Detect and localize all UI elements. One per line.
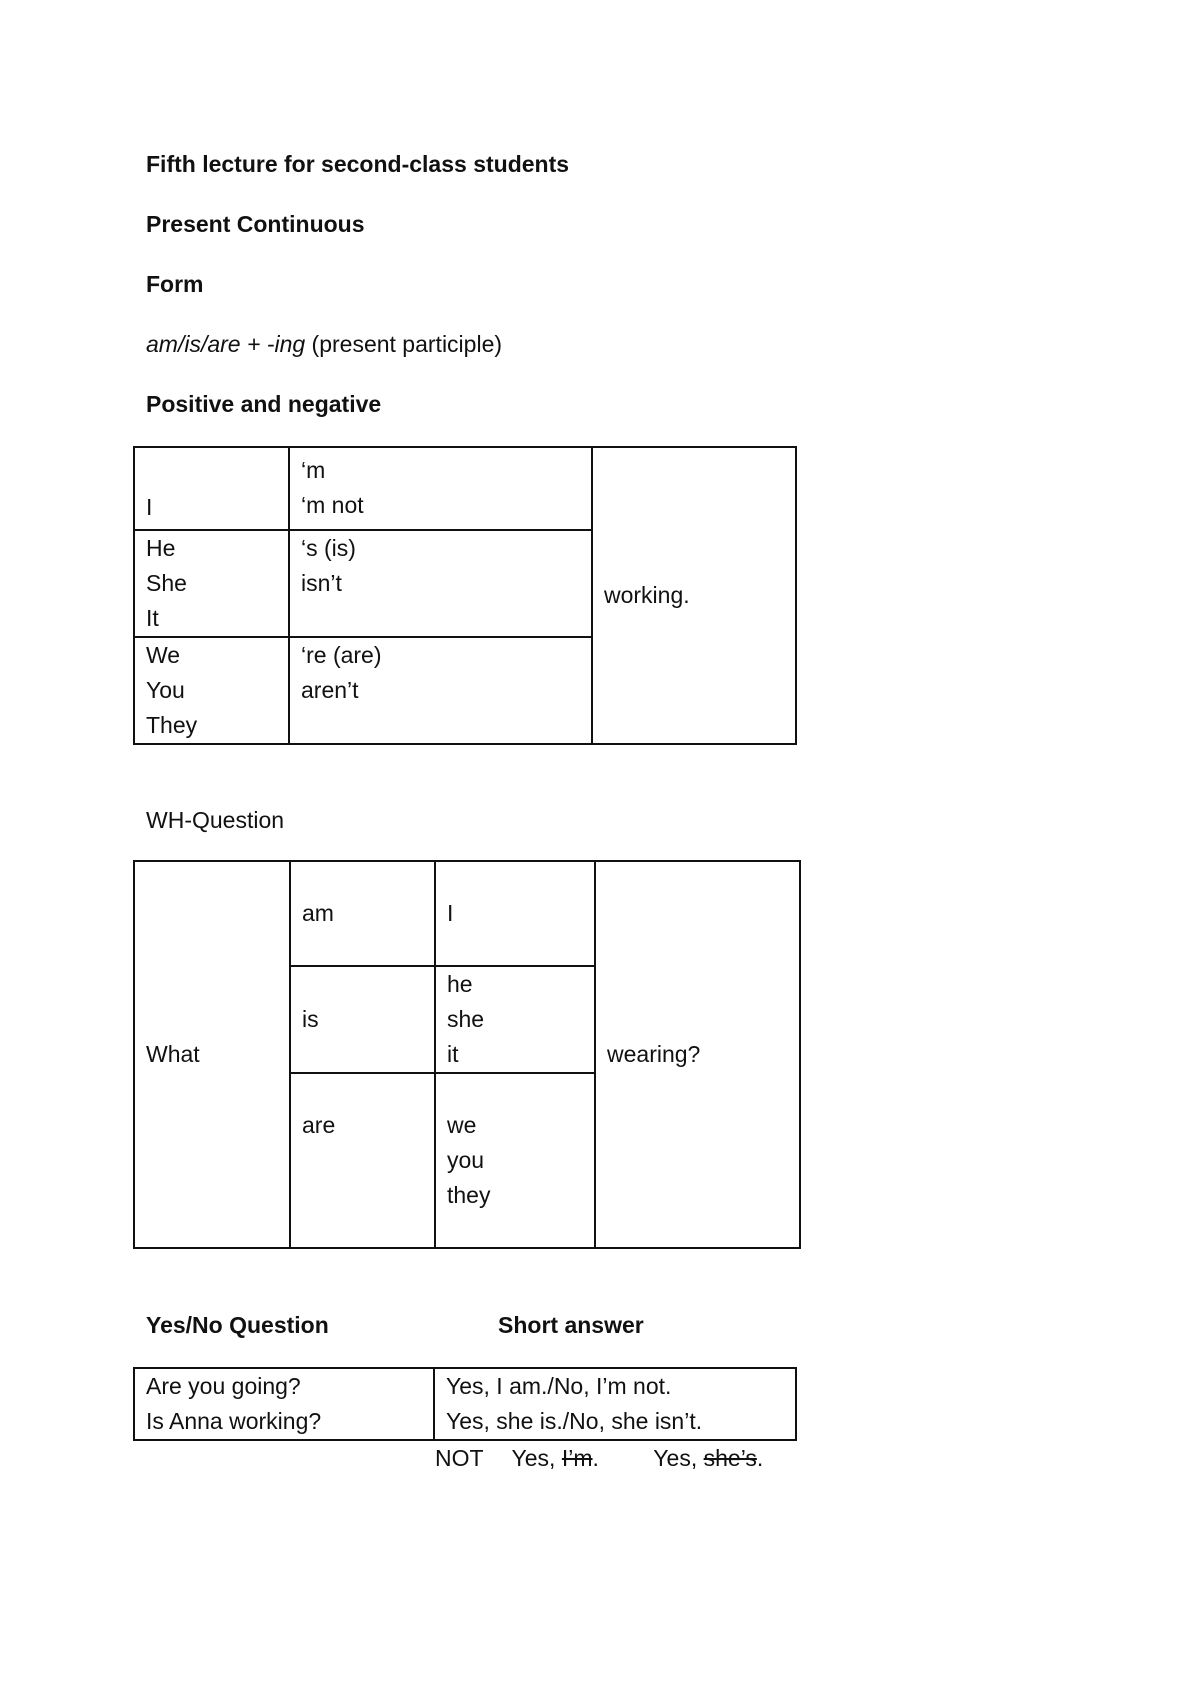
- positive-negative-table: [133, 446, 797, 745]
- form-formula: [146, 330, 502, 358]
- subject-text: We: [146, 642, 181, 668]
- verb-text: ‘re (are): [301, 642, 382, 668]
- verb-cell: [289, 637, 592, 744]
- table-row: [134, 447, 796, 530]
- ending-text: wearing?: [607, 1041, 701, 1067]
- ending-text: working.: [604, 582, 690, 608]
- subject-text: You: [146, 677, 185, 703]
- not-note: [435, 1444, 763, 1472]
- subject-cell: [134, 447, 289, 530]
- subject-text: we: [447, 1112, 477, 1138]
- section-heading-positive-negative: Positive and negative: [146, 391, 382, 417]
- subject-text: he: [447, 971, 473, 997]
- aux-cell: [290, 861, 435, 966]
- subject-text: they: [447, 1182, 491, 1208]
- subject-cell: [134, 530, 289, 637]
- wh-word-cell: [134, 861, 290, 1248]
- question-text: Is Anna working?: [146, 1408, 322, 1434]
- incorrect-example-suffix: .: [756, 1445, 764, 1471]
- verb-text: ‘s (is): [301, 535, 356, 561]
- verb-text: aren’t: [301, 677, 359, 703]
- aux-cell: [290, 1073, 435, 1248]
- subject-cell: [435, 861, 595, 966]
- question-cell: [134, 1368, 434, 1440]
- subject-text: you: [447, 1147, 485, 1173]
- subject-text: It: [146, 605, 159, 631]
- aux-text: are: [302, 1112, 336, 1138]
- subject-text: He: [146, 535, 176, 561]
- verb-text: isn’t: [301, 570, 342, 596]
- table-row: [134, 1368, 796, 1440]
- struck-text: she’s: [703, 1445, 757, 1471]
- ending-cell: [595, 861, 800, 1248]
- not-label: NOT: [435, 1445, 484, 1471]
- subject-text: she: [447, 1006, 485, 1032]
- subject-text: They: [146, 712, 198, 738]
- wh-question-table: [133, 860, 801, 1249]
- incorrect-example-suffix: .: [592, 1445, 599, 1471]
- answer-text: Yes, I am./No, I’m not.: [446, 1373, 672, 1399]
- verb-cell: [289, 447, 592, 530]
- subject-cell: [134, 637, 289, 744]
- section-heading-short-answer: Short answer: [498, 1312, 644, 1338]
- section-heading-present-continuous: Present Continuous: [146, 211, 365, 237]
- section-heading-wh-question: WH-Question: [146, 807, 285, 833]
- subject-cell: [435, 1073, 595, 1248]
- subject-text: She: [146, 570, 187, 596]
- verb-text: ‘m: [301, 457, 326, 483]
- answer-cell: [434, 1368, 796, 1440]
- subject-cell: [435, 966, 595, 1073]
- subject-text: I: [447, 900, 454, 926]
- formula-note: (present participle): [311, 331, 503, 357]
- wh-word-text: What: [146, 1041, 200, 1067]
- subject-text: it: [447, 1041, 459, 1067]
- struck-text: I’m: [561, 1445, 593, 1471]
- subject-text: I: [146, 494, 153, 520]
- verb-text: ‘m not: [301, 492, 364, 518]
- page-title: Fifth lecture for second-class students: [146, 151, 570, 177]
- section-heading-form: Form: [146, 271, 204, 297]
- incorrect-example-prefix: Yes,: [511, 1445, 556, 1471]
- aux-cell: [290, 966, 435, 1073]
- ending-cell: [592, 447, 796, 744]
- aux-text: is: [302, 1006, 319, 1032]
- section-heading-yes-no-question: Yes/No Question: [146, 1312, 329, 1338]
- incorrect-example-prefix: Yes,: [653, 1445, 698, 1471]
- formula-main: am/is/are + -ing: [146, 331, 306, 357]
- answer-text: Yes, she is./No, she isn’t.: [446, 1408, 703, 1434]
- verb-cell: [289, 530, 592, 637]
- aux-text: am: [302, 900, 334, 926]
- table-row: [134, 861, 800, 966]
- question-text: Are you going?: [146, 1373, 301, 1399]
- yes-no-table: [133, 1367, 797, 1441]
